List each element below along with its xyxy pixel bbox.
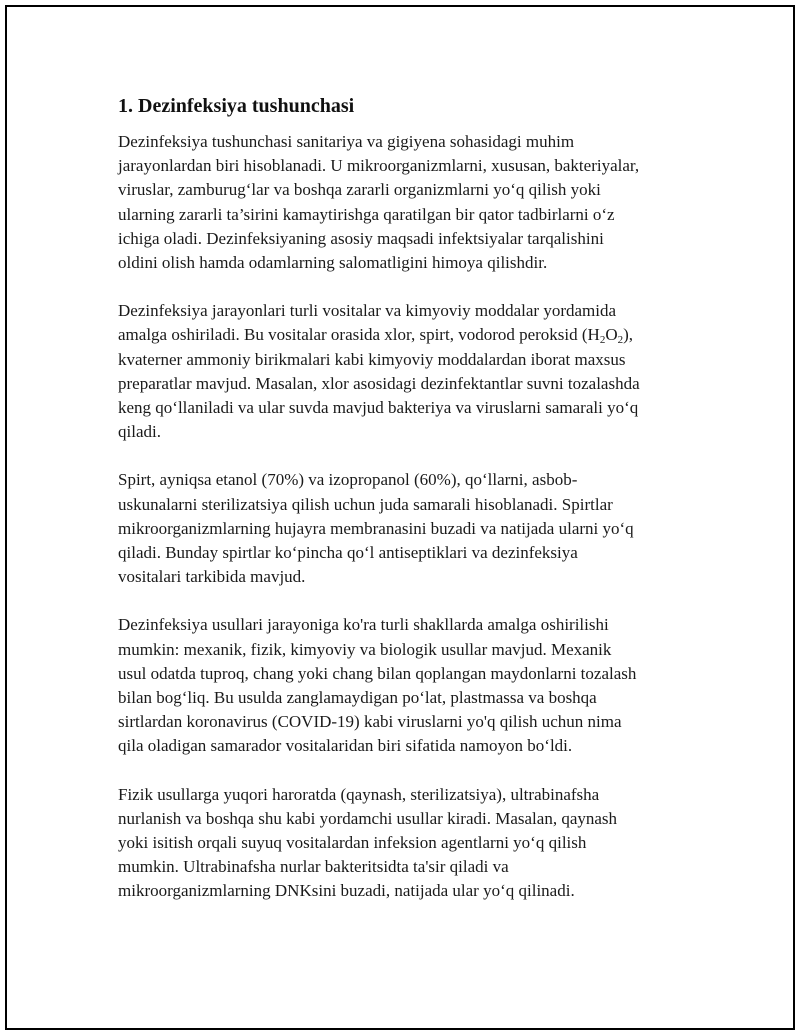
paragraph-line: sirtlardan koronavirus (COVID-19) kabi viruslarni yo'q qilish uchun nima bbox=[118, 712, 622, 732]
section-heading: 1. Dezinfeksiya tushunchasi bbox=[118, 95, 355, 117]
paragraph-line: mikroorganizmlarning DNKsini buzadi, natijada ular yo‘q qilinadi. bbox=[118, 881, 575, 901]
paragraph-line: uskunalarni sterilizatsiya qilish uchun juda samarali hisoblanadi. Spirtlar bbox=[118, 494, 613, 514]
paragraph-line: qiladi. bbox=[118, 422, 161, 442]
paragraph-line: qiladi. Bunday spirtlar ko‘pincha qo‘l antiseptiklari va dezinfeksiya bbox=[118, 543, 578, 563]
paragraph-4 bbox=[118, 613, 698, 758]
paragraph-2 bbox=[118, 299, 698, 444]
paragraph-line: keng qo‘llaniladi va ular suvda mavjud bakteriya va viruslarni samarali yo‘q bbox=[118, 398, 639, 418]
document-body bbox=[118, 94, 698, 928]
paragraph-line: vositalari tarkibida mavjud. bbox=[118, 567, 306, 587]
paragraph-line: nurlanish va boshqa shu kabi yordamchi usullar kiradi. Masalan, qaynash bbox=[118, 808, 618, 828]
paragraph-line-with-formula bbox=[118, 323, 698, 347]
paragraph-line: Fizik usullarga yuqori haroratda (qaynash, sterilizatsiya), ultrabinafsha bbox=[118, 784, 600, 804]
paragraph-line: Dezinfeksiya tushunchasi sanitariya va gigiyena sohasidagi muhim bbox=[118, 132, 575, 151]
paragraph-line: yoki isitish orqali suyuq vositalardan infeksion agentlarni yo‘q qilish bbox=[118, 833, 587, 853]
paragraph-line: oldini olish hamda odamlarning salomatligini himoya qilishdir. bbox=[118, 253, 548, 273]
formula-text: ), bbox=[623, 325, 634, 345]
paragraph-line: ularning zararli ta’sirini kamaytirishga qaratilgan bir qator tadbirlarni o‘z bbox=[118, 204, 615, 224]
paragraph-line: mikroorganizmlarning hujayra membranasini buzadi va natijada ularni yo‘q bbox=[118, 518, 634, 538]
paragraph-line: Dezinfeksiya jarayonlari turli vositalar va kimyoviy moddalar yordamida bbox=[118, 301, 617, 321]
paragraph-line: viruslar, zamburug‘lar va boshqa zararli organizmlarni yo‘q qilish yoki bbox=[118, 180, 601, 200]
paragraph-line: Dezinfeksiya usullari jarayoniga ko'ra turli shakllarda amalga oshirilishi bbox=[118, 615, 609, 635]
paragraph-line: mumkin. Ultrabinafsha nurlar bakteritsidta ta'sir qiladi va bbox=[118, 857, 509, 877]
paragraph-1 bbox=[118, 130, 698, 275]
formula-text: O bbox=[605, 325, 618, 345]
paragraph-line: qila oladigan samarador vositalaridan biri sifatida namoyon bo‘ldi. bbox=[118, 736, 573, 756]
paragraph-line: kvaterner ammoniy birikmalari kabi kimyoviy moddalardan iborat maxsus bbox=[118, 349, 626, 369]
paragraph-line: bilan bog‘liq. Bu usulda zanglamaydigan po‘lat, plastmassa va boshqa bbox=[118, 688, 597, 708]
paragraph-line: Spirt, ayniqsa etanol (70%) va izopropanol (60%), qo‘llarni, asbob- bbox=[118, 470, 578, 490]
formula-subscript: 2 bbox=[599, 334, 606, 347]
paragraph-line: preparatlar mavjud. Masalan, xlor asosidagi dezinfektantlar suvni tozalashda bbox=[118, 373, 640, 393]
paragraph-line: usul odatda tuproq, chang yoki chang bilan qoplangan maydonlarni tozalash bbox=[118, 663, 637, 683]
paragraph-3 bbox=[118, 468, 698, 589]
paragraph-line: jarayonlardan biri hisoblanadi. U mikroorganizmlarni, xususan, bakteriyalar, bbox=[118, 156, 640, 176]
paragraph-line: mumkin: mexanik, fizik, kimyoviy va biologik usullar mavjud. Mexanik bbox=[118, 639, 612, 659]
paragraph-5 bbox=[118, 783, 698, 904]
paragraph-text: amalga oshiriladi. Bu vositalar orasida xlor, spirt, vodorod peroksid (H bbox=[118, 325, 600, 345]
paragraph-line: ichiga oladi. Dezinfeksiyaning asosiy maqsadi infektsiyalar tarqalishini bbox=[118, 228, 604, 248]
formula-subscript: 2 bbox=[617, 334, 624, 347]
